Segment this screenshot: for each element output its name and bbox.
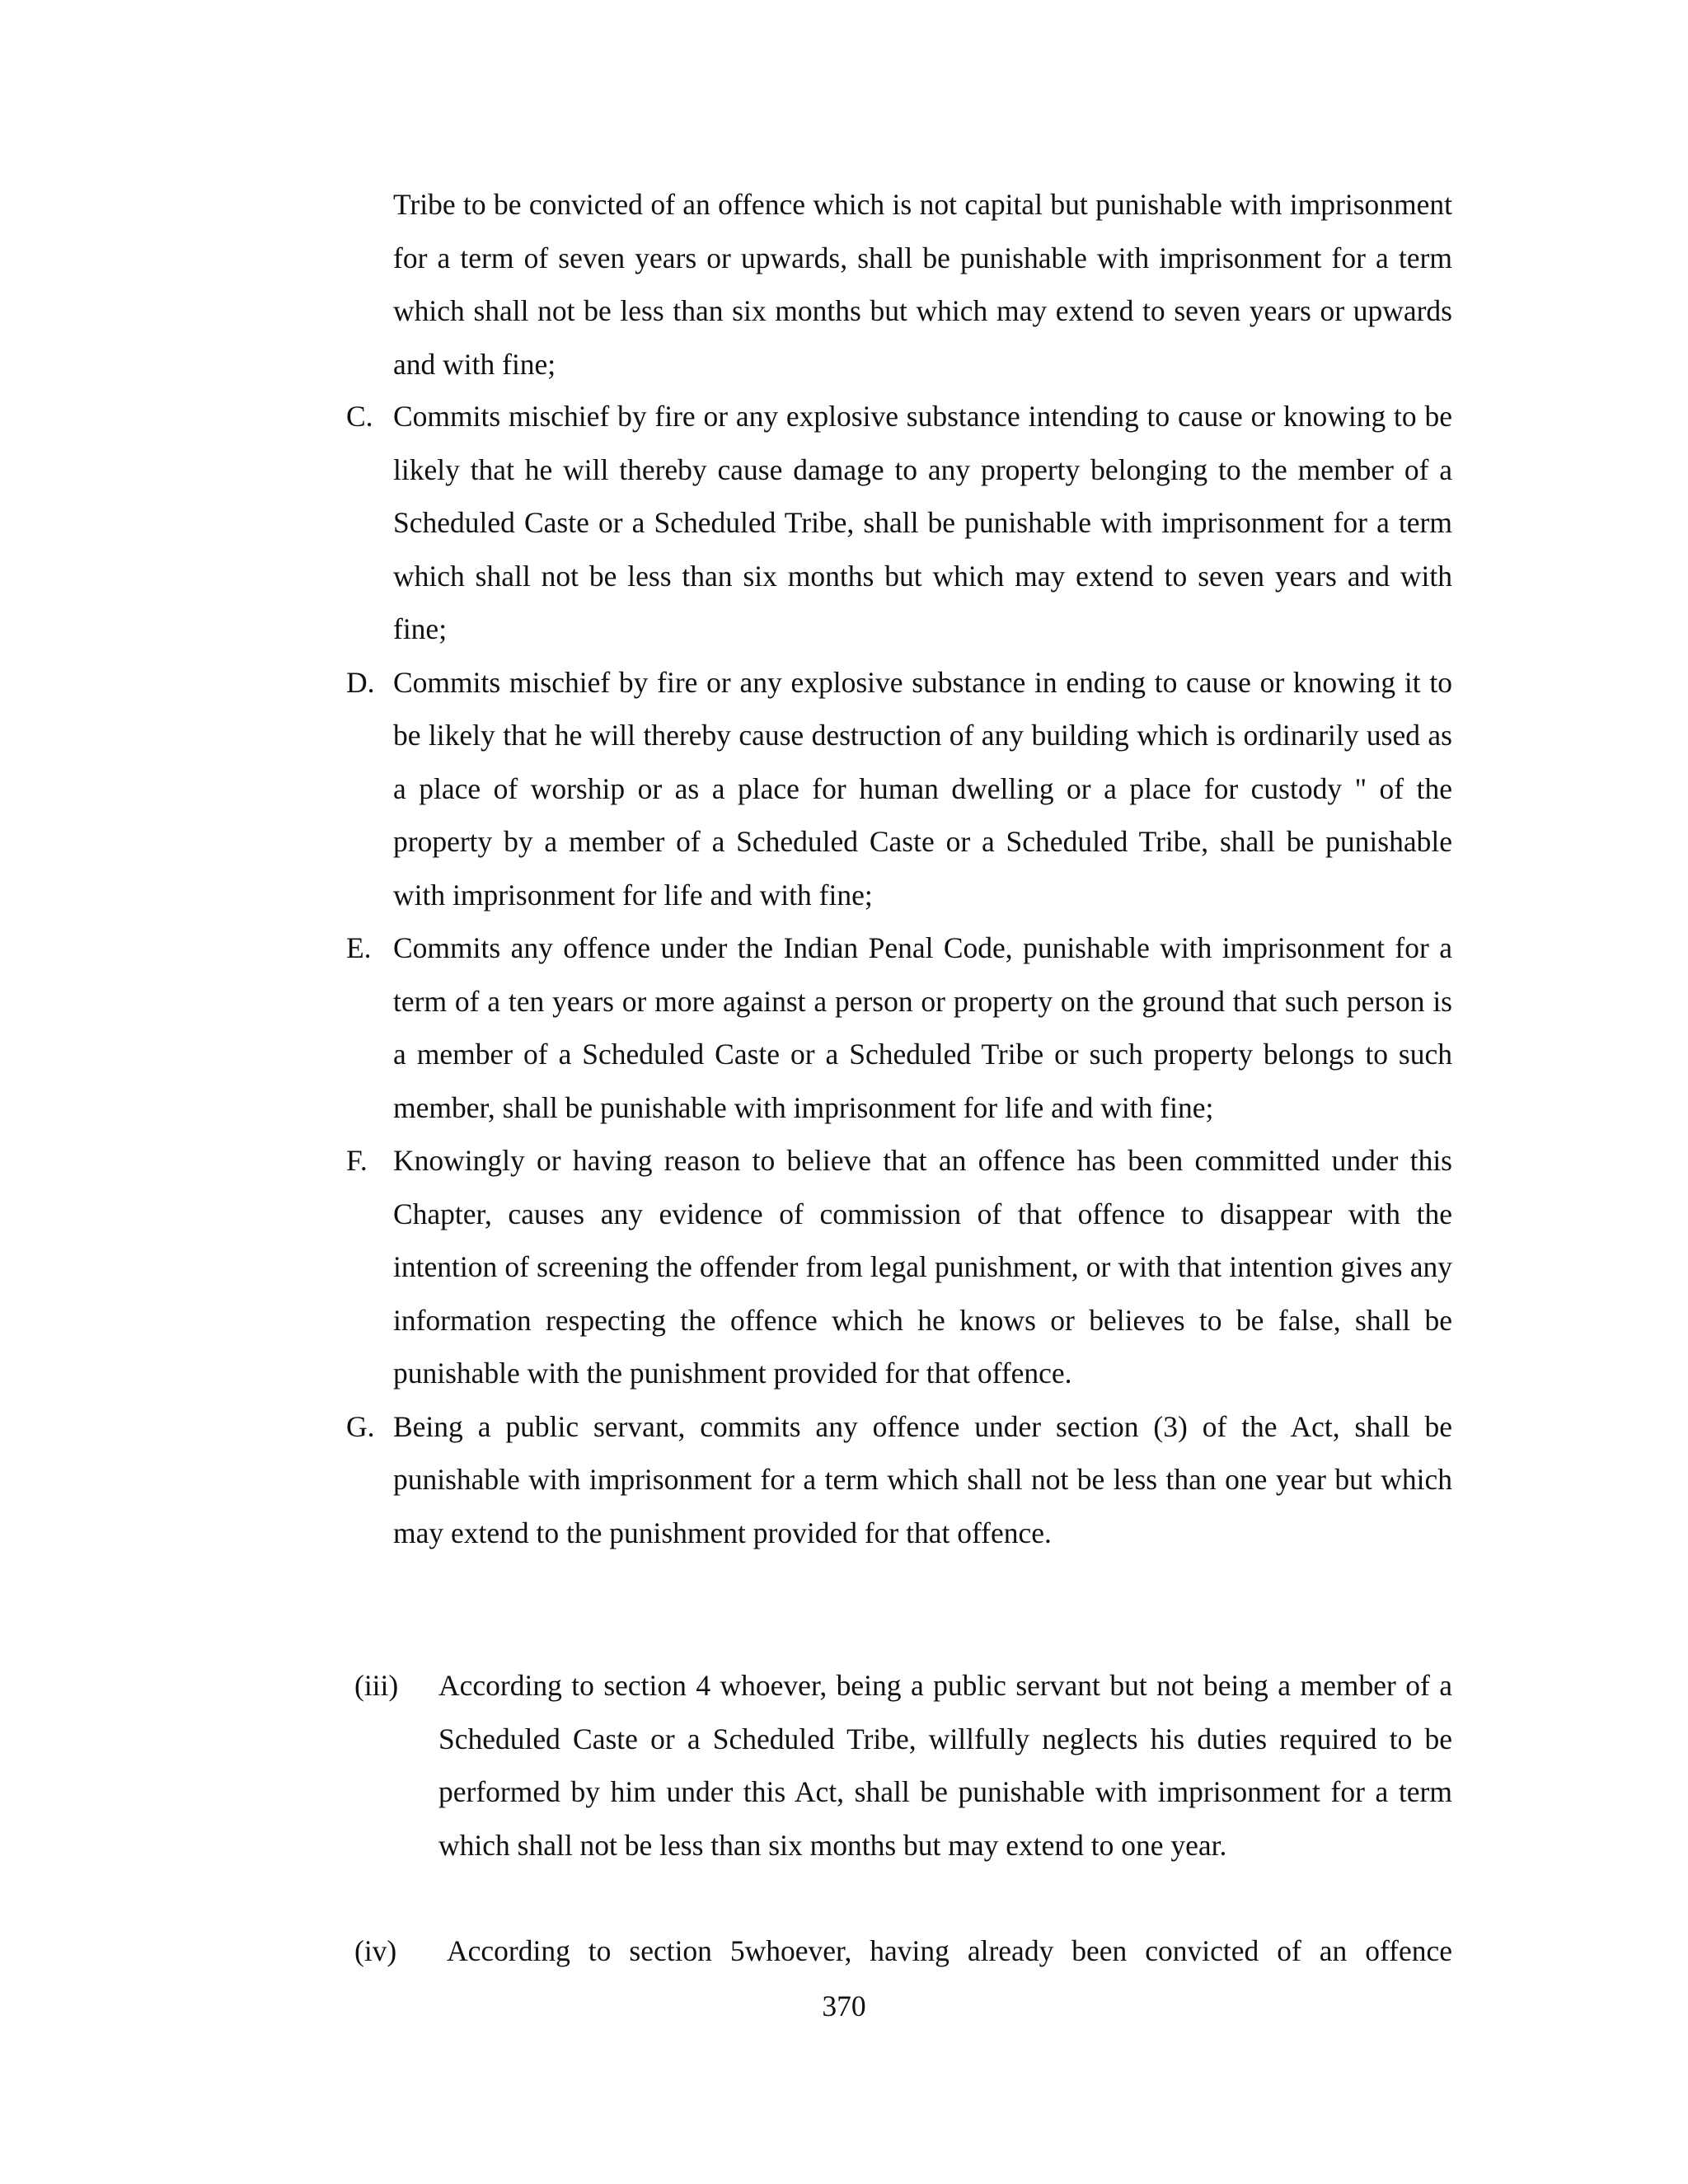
clause-marker: F. bbox=[346, 1144, 368, 1177]
continuation-text: Tribe to be convicted of an offence which is not capital but punishable with imprisonment for a term of seven years or upwards, shall be punishable with imprisonment for a term which shall not be less than six months but which may extend to seven years or upwards and with fine; bbox=[393, 188, 1452, 381]
clause-marker: D. bbox=[346, 665, 375, 699]
section-text: According to section 5whoever, having already been convicted of an offence bbox=[447, 1934, 1452, 1967]
clause-e bbox=[346, 921, 1452, 1134]
clause-marker: E. bbox=[346, 931, 372, 964]
lettered-clause-list bbox=[346, 390, 1452, 1559]
clause-marker: G. bbox=[346, 1409, 375, 1443]
page-number: 370 bbox=[822, 1990, 866, 2022]
clause-c bbox=[346, 390, 1452, 656]
clause-g bbox=[346, 1400, 1452, 1560]
clause-f bbox=[346, 1134, 1452, 1400]
clause-marker: C. bbox=[346, 400, 373, 433]
clause-text: Being a public servant, commits any offence under section (3) of the Act, shall be punishable with imprisonment for a term which shall not be less than one year but which may extend to the punishment provided for that offence. bbox=[393, 1409, 1452, 1549]
section-text: According to section 4 whoever, being a public servant but not being a member of a Scheduled Caste or a Scheduled Tribe, willfully neglects his duties required to be performed by him under this Act, shall be punishable with imprisonment for a term which shall not be less than six months but may extend to one year. bbox=[438, 1669, 1452, 1862]
section-item-iv bbox=[354, 1924, 1452, 1978]
clause-text: Knowingly or having reason to believe that an offence has been committed under this Chapter, causes any evidence of commission of that offence to disappear with the intention of screening the offender from legal punishment, or with that intention gives any information respecting the offence which he knows or believes to be false, shall be punishable with the punishment provided for that offence. bbox=[393, 1144, 1452, 1390]
clause-d bbox=[346, 656, 1452, 922]
continuation-paragraph bbox=[393, 178, 1452, 391]
roman-marker: (iii) bbox=[354, 1669, 399, 1702]
roman-marker: (iv) bbox=[354, 1934, 397, 1967]
clause-text: Commits mischief by fire or any explosive substance intending to cause or knowing to be likely that he will thereby cause damage to any property belonging to the member of a Scheduled Caste or a Scheduled Tribe, shall be punishable with imprisonment for a term which shall not be less than six months but which may extend to seven years and with fine; bbox=[393, 400, 1452, 645]
section-item-iii bbox=[354, 1659, 1452, 1872]
clause-text: Commits any offence under the Indian Penal Code, punishable with imprisonment for a term of a ten years or more against a person or property on the ground that such person is a member of a Scheduled Caste or a Scheduled Tribe or such property belongs to such member, shall be punishable with imprisonment for life and with fine; bbox=[393, 931, 1452, 1124]
clause-text: Commits mischief by fire or any explosive substance in ending to cause or knowing it to be likely that he will thereby cause destruction of any building which is ordinarily used as a place of worship or as a place for human dwelling or a place for custody " of the property by a member of a Scheduled Caste or a Scheduled Tribe, shall be punishable with imprisonment for life and with fine; bbox=[393, 665, 1452, 912]
